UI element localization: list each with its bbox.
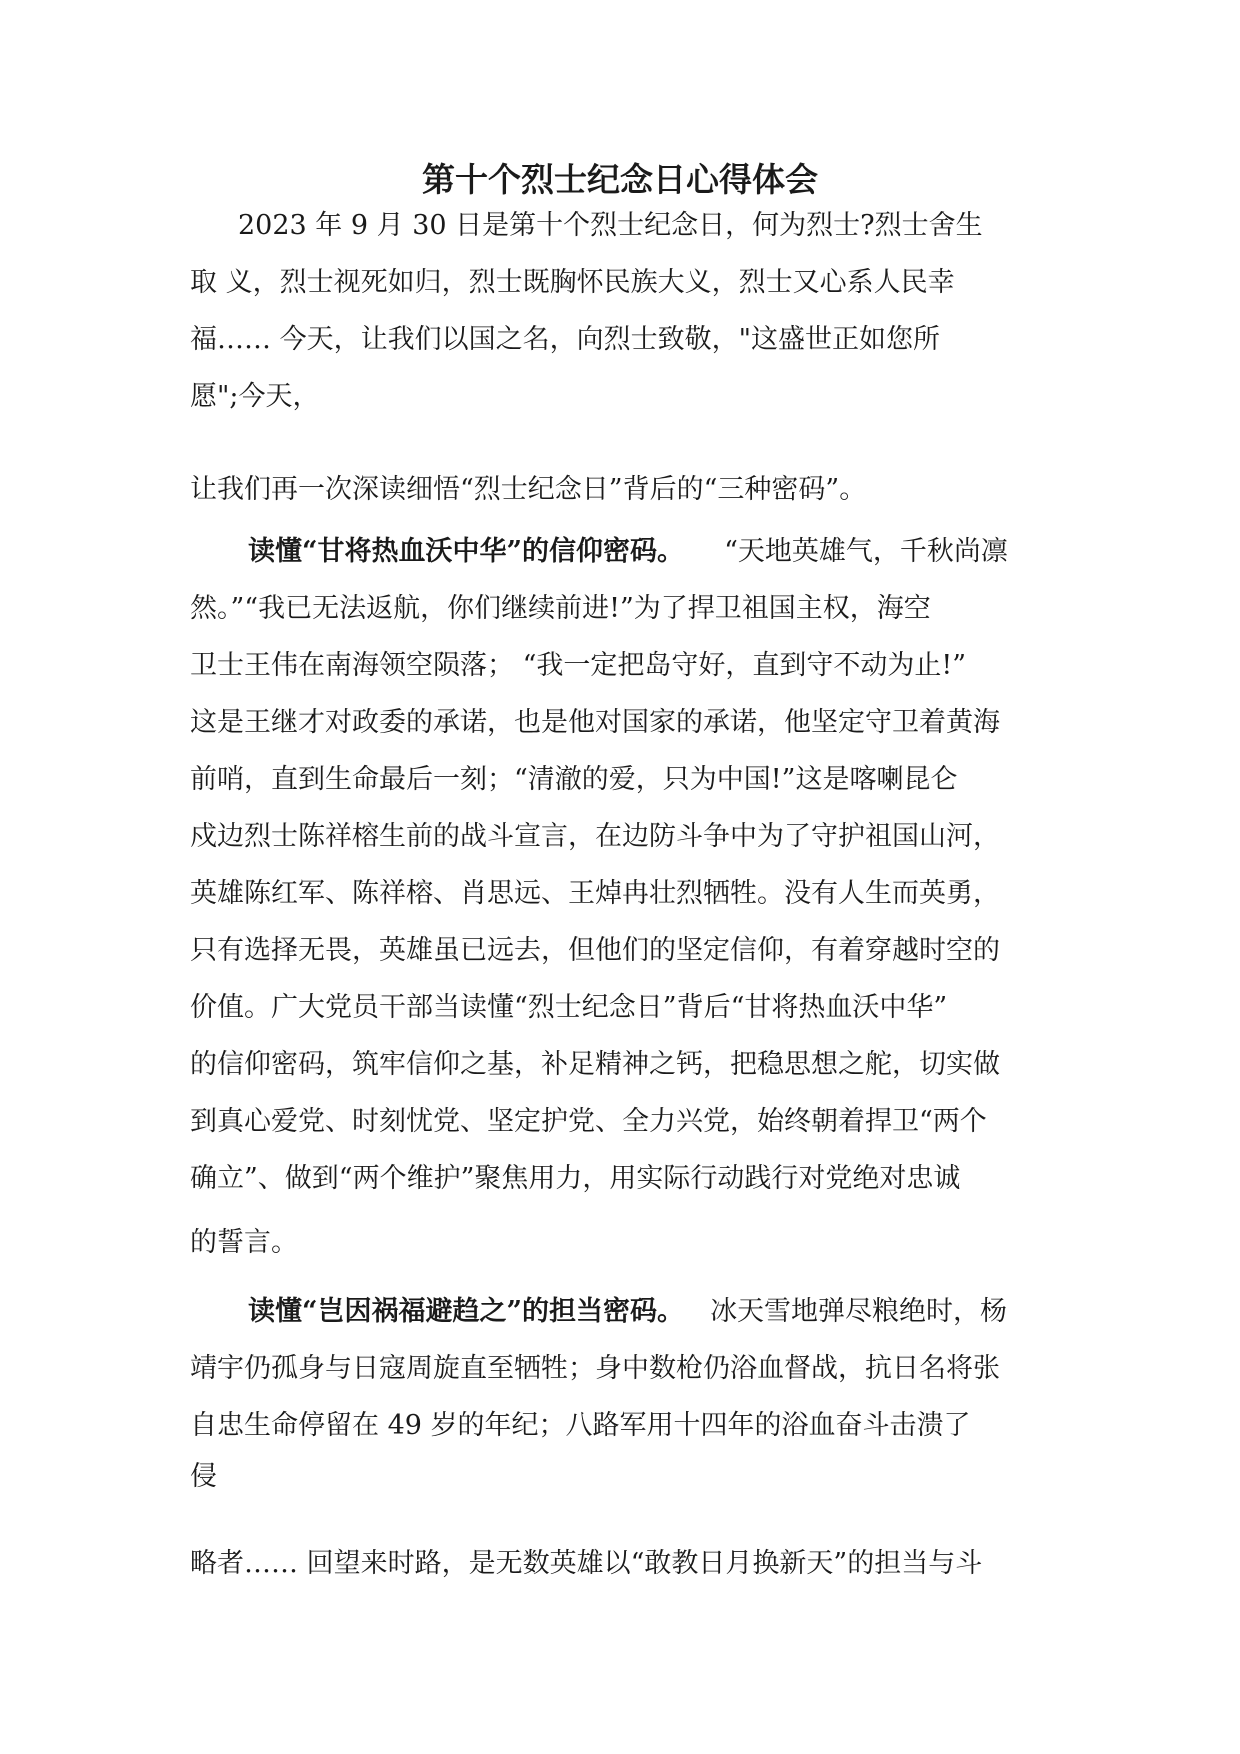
document-title: 第十个烈士纪念日心得体会 xyxy=(422,160,818,199)
para2-line-8: 只有选择无畏，英雄虽已远去，但他们的坚定信仰，有着穿越时空的 xyxy=(190,935,1000,966)
para3-first-line-rest: 冰天雪地弹尽粮绝时，杨 xyxy=(710,1296,1008,1327)
para3-line-3: 自忠生命停留在 49 岁的年纪；八路军用十四年的浴血奋斗击溃了 xyxy=(190,1410,971,1441)
para2-line-5: 前哨，直到生命最后一刻；“清澈的爱，只为中国!”这是喀喇昆仑 xyxy=(190,764,958,795)
para2-first-line-rest: “天地英雄气，千秋尚凛 xyxy=(724,536,1008,567)
para3-line-4: 侵 xyxy=(190,1461,217,1492)
para1-line-3: 福…… 今天，让我们以国之名，向烈士致敬，"这盛世正如您所 xyxy=(190,324,941,355)
para2-heading: 读懂“甘将热血沃中华”的信仰密码。 xyxy=(248,536,685,567)
para2-line-7: 英雄陈红军、陈祥榕、肖思远、王焯冉壮烈牺牲。没有人生而英勇， xyxy=(190,878,1000,909)
para2-line-13: 的誓言。 xyxy=(190,1227,298,1258)
para3-heading: 读懂“岂因祸福避趋之”的担当密码。 xyxy=(248,1296,685,1327)
para2-line-11: 到真心爱党、时刻忧党、坚定护党、全力兴党，始终朝着捍卫“两个 xyxy=(190,1106,987,1137)
para2-line-2: 然。”“我已无法返航，你们继续前进!”为了捍卫祖国主权，海空 xyxy=(190,593,931,624)
para1-line-5: 让我们再一次深读细悟“烈士纪念日”背后的“三种密码”。 xyxy=(190,474,867,505)
para2-line-6: 戍边烈士陈祥榕生前的战斗宣言，在边防斗争中为了守护祖国山河， xyxy=(190,821,1000,852)
para1-line-4: 愿";今天， xyxy=(190,381,320,412)
para2-line-3: 卫士王伟在南海领空陨落； “我一定把岛守好，直到守不动为止!” xyxy=(190,650,967,681)
para3-line-1 xyxy=(248,1292,1007,1332)
para2-line-9: 价值。广大党员干部当读懂“烈士纪念日”背后“甘将热血沃中华” xyxy=(190,992,948,1023)
para2-line-1 xyxy=(248,532,1008,572)
para2-line-12: 确立”、做到“两个维护”聚焦用力，用实际行动践行对党绝对忠诚 xyxy=(190,1163,961,1194)
para3-line-5: 略者…… 回望来时路，是无数英雄以“敢教日月换新天”的担当与斗 xyxy=(190,1548,983,1579)
para1-line-2: 取 义，烈士视死如归，烈士既胸怀民族大义，烈士又心系人民幸 xyxy=(190,267,955,298)
para2-line-4: 这是王继才对政委的承诺，也是他对国家的承诺，他坚定守卫着黄海 xyxy=(190,707,1000,738)
para1-line-1: 2023 年 9 月 30 日是第十个烈士纪念日，何为烈士?烈士舍生 xyxy=(238,210,983,241)
para3-line-2: 靖宇仍孤身与日寇周旋直至牺牲；身中数枪仍浴血督战，抗日名将张 xyxy=(190,1353,1000,1384)
para2-line-10: 的信仰密码，筑牢信仰之基，补足精神之钙，把稳思想之舵，切实做 xyxy=(190,1049,1000,1080)
